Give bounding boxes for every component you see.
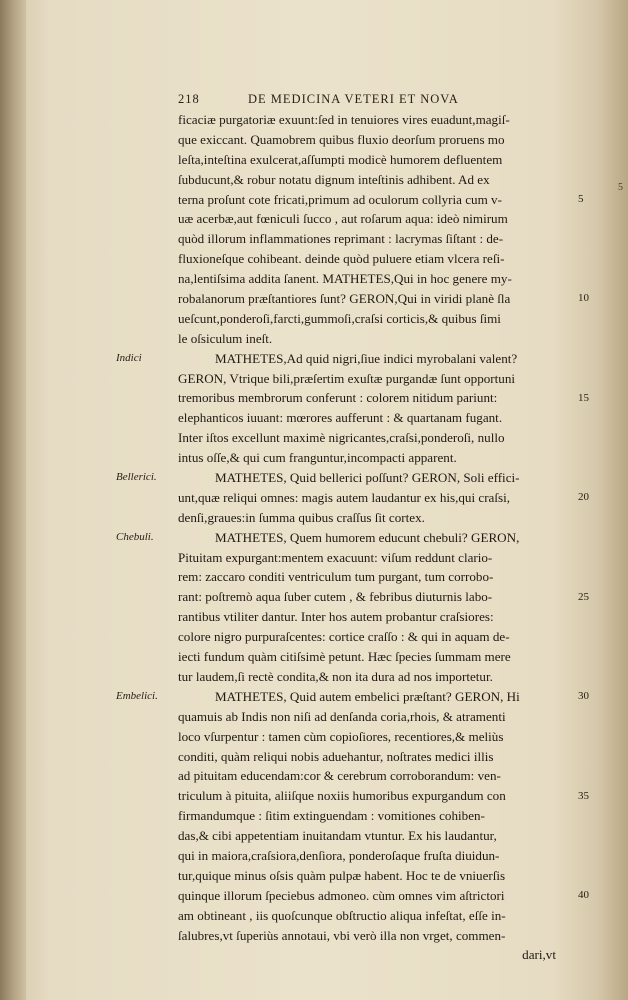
- text-line: MATHETES, Quid bellerici poſſunt? GERON, Soli effici-: [215, 470, 520, 486]
- text-line: MATHETES, Quem humorem educunt chebuli? GERON,: [215, 529, 520, 545]
- text-line: iecti fundum quàm citiſsimè petunt. Hæc ſpecies ſummam mere: [178, 649, 511, 665]
- text-line: colore nigro purpuraſcentes: cortice craſſo : & qui in aquam de-: [178, 629, 510, 645]
- line-number: 25: [578, 590, 589, 603]
- text-line: quamuis ab Indis non niſi ad denſanda coria,rhois, & atramenti: [178, 708, 506, 724]
- text-line: am obtineant , iis quoſcunque obſtructio aliqua infeſtat, eſſe in-: [178, 907, 506, 923]
- line-number: 10: [578, 292, 589, 305]
- margin-note: Chebuli.: [116, 530, 154, 543]
- text-line: ad pituitam educendam:cor & cerebrum corroborandum: ven-: [178, 768, 501, 784]
- text-line: das,& cibi appetentiam inuitandam vtuntur. Ex his laudantur,: [178, 828, 497, 844]
- edge-mark: 5: [618, 182, 623, 193]
- text-line: GERON, Vtrique bili,præſertim exuſtæ purgandæ ſunt opportuni: [178, 370, 516, 386]
- text-line: firmandumque : ſitim extinguendam : vomitiones cohiben-: [178, 808, 485, 824]
- text-line: uæ acerbæ,aut fœniculi ſucco , aut roſarum aqua: ideò nimirum: [178, 211, 508, 227]
- text-line: rantibus vtiliter dantur. Inter hos autem probantur craſsiores:: [178, 609, 494, 625]
- text-line: le oſsiculum ineſt.: [178, 330, 273, 346]
- text-line: conditi, quàm reliqui nobis aduehantur, noſtrates medici illis: [178, 748, 494, 764]
- running-header: [178, 92, 508, 107]
- text-line: MATHETES, Quid autem embelici præſtant? GERON, Hi: [215, 688, 520, 704]
- margin-note: Indici: [116, 351, 142, 364]
- text-line: rem: zaccaro conditi ventriculum tum purgant, tum corrobo-: [178, 569, 494, 585]
- line-number: 35: [578, 789, 589, 802]
- text-line: dari,vt: [522, 947, 556, 963]
- page-number: 218: [178, 92, 200, 106]
- text-line: fluxioneſque cohibeant. deinde quòd puluere etiam vlcera reſi-: [178, 251, 505, 267]
- text-line: na,lentiſsima addita ſanent. MATHETES,Qui in hoc genere my-: [178, 271, 512, 287]
- text-line: terna proſunt cote fricati,primum ad oculorum collyria cum v-: [178, 191, 502, 207]
- text-line: tremoribus membrorum conferunt : colorem nitidum pariunt:: [178, 390, 498, 406]
- text-line: elephanticos iuuant: mœrores aufferunt : & quartanam fugant.: [178, 410, 503, 426]
- line-number: 40: [578, 889, 589, 902]
- line-number: 30: [578, 690, 589, 703]
- text-line: Pituitam expurgant:mentem exacuunt: viſum reddunt clario-: [178, 549, 493, 565]
- margin-note: Bellerici.: [116, 471, 157, 484]
- text-line: quinque illorum ſpeciebus admoneo. cùm omnes vim aſtrictori: [178, 887, 505, 903]
- text-line: MATHETES,Ad quid nigri,ſiue indici myrobalani valent?: [215, 350, 518, 366]
- text-line: Inter iſtos excellunt maximè nigricantes,craſsi,ponderoſi, nullo: [178, 430, 505, 446]
- text-line: tur laudem,ſi rectè condita,& non ita dura ad nos importetur.: [178, 668, 493, 684]
- text-line: ſalubres,vt ſuperiùs annotaui, vbi verò illa non vrget, commen-: [178, 927, 506, 943]
- text-line: rant: poſtremò aqua ſuber cutem , & febribus diuturnis labo-: [178, 589, 493, 605]
- text-line: intus oſſe,& qui cum franguntur,incompacti apparent.: [178, 450, 457, 466]
- line-number: 15: [578, 391, 589, 404]
- text-line: robalanorum præſtantiores ſunt? GERON,Qui in viridi planè ſla: [178, 291, 511, 307]
- text-line: leſta,inteſtina exulcerat,aſſumpti modicè humorem defluentem: [178, 151, 503, 167]
- text-line: ſubducunt,& robur notatu dignum inteſtinis adhibent. Ad ex: [178, 171, 490, 187]
- text-line: que exiccant. Quamobrem quibus fluxio deorſum proruens mo: [178, 131, 505, 147]
- line-number: 20: [578, 491, 589, 504]
- running-title: DE MEDICINA VETERI ET NOVA: [248, 92, 459, 106]
- text-line: denſi,graues:in ſumma quibus craſſus ſit cortex.: [178, 509, 425, 525]
- body-text: [178, 110, 578, 965]
- text-line: quòd illorum inflammationes reprimant : lacrymas ſiſtant : de-: [178, 231, 504, 247]
- text-line: ueſcunt,ponderoſi,farcti,gummoſi,craſsi corticis,& quibus ſimi: [178, 310, 501, 326]
- text-line: qui in maiora,craſsiora,denſiora, ponderoſaque fruſta diuidun-: [178, 847, 500, 863]
- text-line: triculum à pituita, aliiſque noxiis humoribus expurgandum con: [178, 788, 506, 804]
- text-line: tur,quique minus oſsis quàm pulpæ habent. Hoc te de vniuerſis: [178, 867, 506, 883]
- line-number: 5: [578, 192, 584, 205]
- margin-note: Embelici.: [116, 690, 158, 703]
- text-line: loco vſurpentur : tamen cùm copioſiores, recentiores,& meliùs: [178, 728, 504, 744]
- text-line: ficaciæ purgatoriæ exuunt:ſed in tenuiores vires euadunt,magiſ-: [178, 112, 510, 127]
- page-gutter: [0, 0, 26, 1000]
- text-line: unt,quæ reliqui omnes: magis autem laudantur ex his,qui craſsi,: [178, 489, 511, 505]
